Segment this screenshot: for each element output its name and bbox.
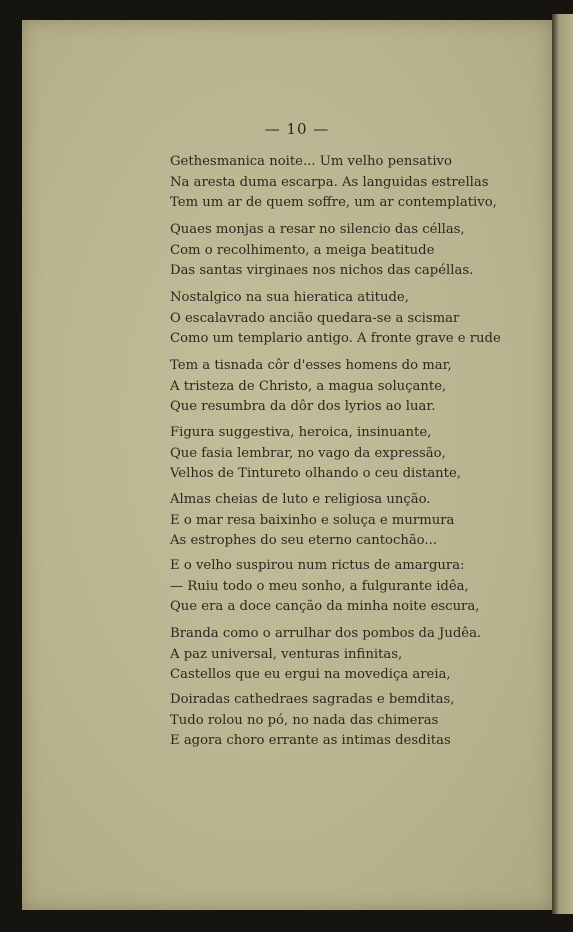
verse-line: As estrophes do seu eterno cantochão... — [170, 533, 437, 548]
verse-line: Tudo rolou no pó, no nada das chimeras — [170, 712, 439, 728]
stanza — [170, 356, 452, 418]
verse-line: Nostalgico na sua hieratica atitude, — [170, 290, 409, 305]
verse-line: E o mar resa baixinho e soluça e murmura — [170, 512, 455, 528]
verse-line: Almas cheias de luto e religiosa unção. — [170, 492, 431, 507]
verse-line: E o velho suspirou num rictus de amargura: — [170, 558, 465, 573]
verse-line: Que fasia lembrar, no vago da expressão, — [170, 445, 446, 461]
verse-line: Com o recolhimento, a meiga beatitude — [170, 242, 435, 258]
stanza — [170, 624, 481, 686]
stanza — [170, 556, 479, 618]
verse-line: A tristeza de Christo, a magua soluçante, — [170, 378, 447, 394]
verse-line: Branda como o arrulhar dos pombos da Judêa. — [170, 626, 482, 641]
stanza — [170, 288, 501, 350]
stanza — [170, 490, 454, 552]
verse-line: Doiradas cathedraes sagradas e bemditas, — [170, 692, 455, 707]
verse-line: Velhos de Tintureto olhando o ceu distante, — [170, 466, 461, 481]
verse-line: Quaes monjas a resar no silencio das céllas, — [170, 222, 465, 237]
stanza — [170, 152, 497, 214]
stanza — [170, 690, 454, 752]
verse-line: Que resumbra da dôr dos lyrios ao luar. — [170, 399, 436, 414]
verse-line: A paz universal, venturas infinitas, — [170, 646, 403, 662]
page-number: — 10 — — [264, 120, 330, 138]
verse-line: E agora choro errante as intimas desditas — [170, 733, 451, 748]
verse-line: Figura suggestiva, heroica, insinuante, — [170, 425, 432, 440]
book-page — [22, 20, 552, 910]
stanza — [170, 423, 461, 485]
verse-line: Castellos que eu ergui na movediça areia, — [170, 667, 451, 682]
verse-line: Tem um ar de quem soffre, um ar contemplativo, — [170, 195, 497, 210]
verse-line: — Ruiu todo o meu sonho, a fulgurante idêa, — [170, 578, 469, 594]
verse-line: Que era a doce canção da minha noite escura, — [170, 599, 480, 614]
verse-line: Na aresta duma escarpa. As languidas estrellas — [170, 174, 489, 190]
verse-line: Tem a tisnada côr d'esses homens do mar, — [170, 358, 452, 373]
verse-line: Gethesmanica noite... Um velho pensativo — [170, 154, 452, 169]
verse-line: Como um templario antigo. A fronte grave e rude — [170, 331, 501, 346]
adjacent-page-edge — [552, 14, 573, 914]
verse-line: Das santas virginaes nos nichos das capéllas. — [170, 263, 474, 278]
stanza — [170, 220, 473, 282]
verse-line: O escalavrado ancião quedara-se a scismar — [170, 310, 460, 326]
